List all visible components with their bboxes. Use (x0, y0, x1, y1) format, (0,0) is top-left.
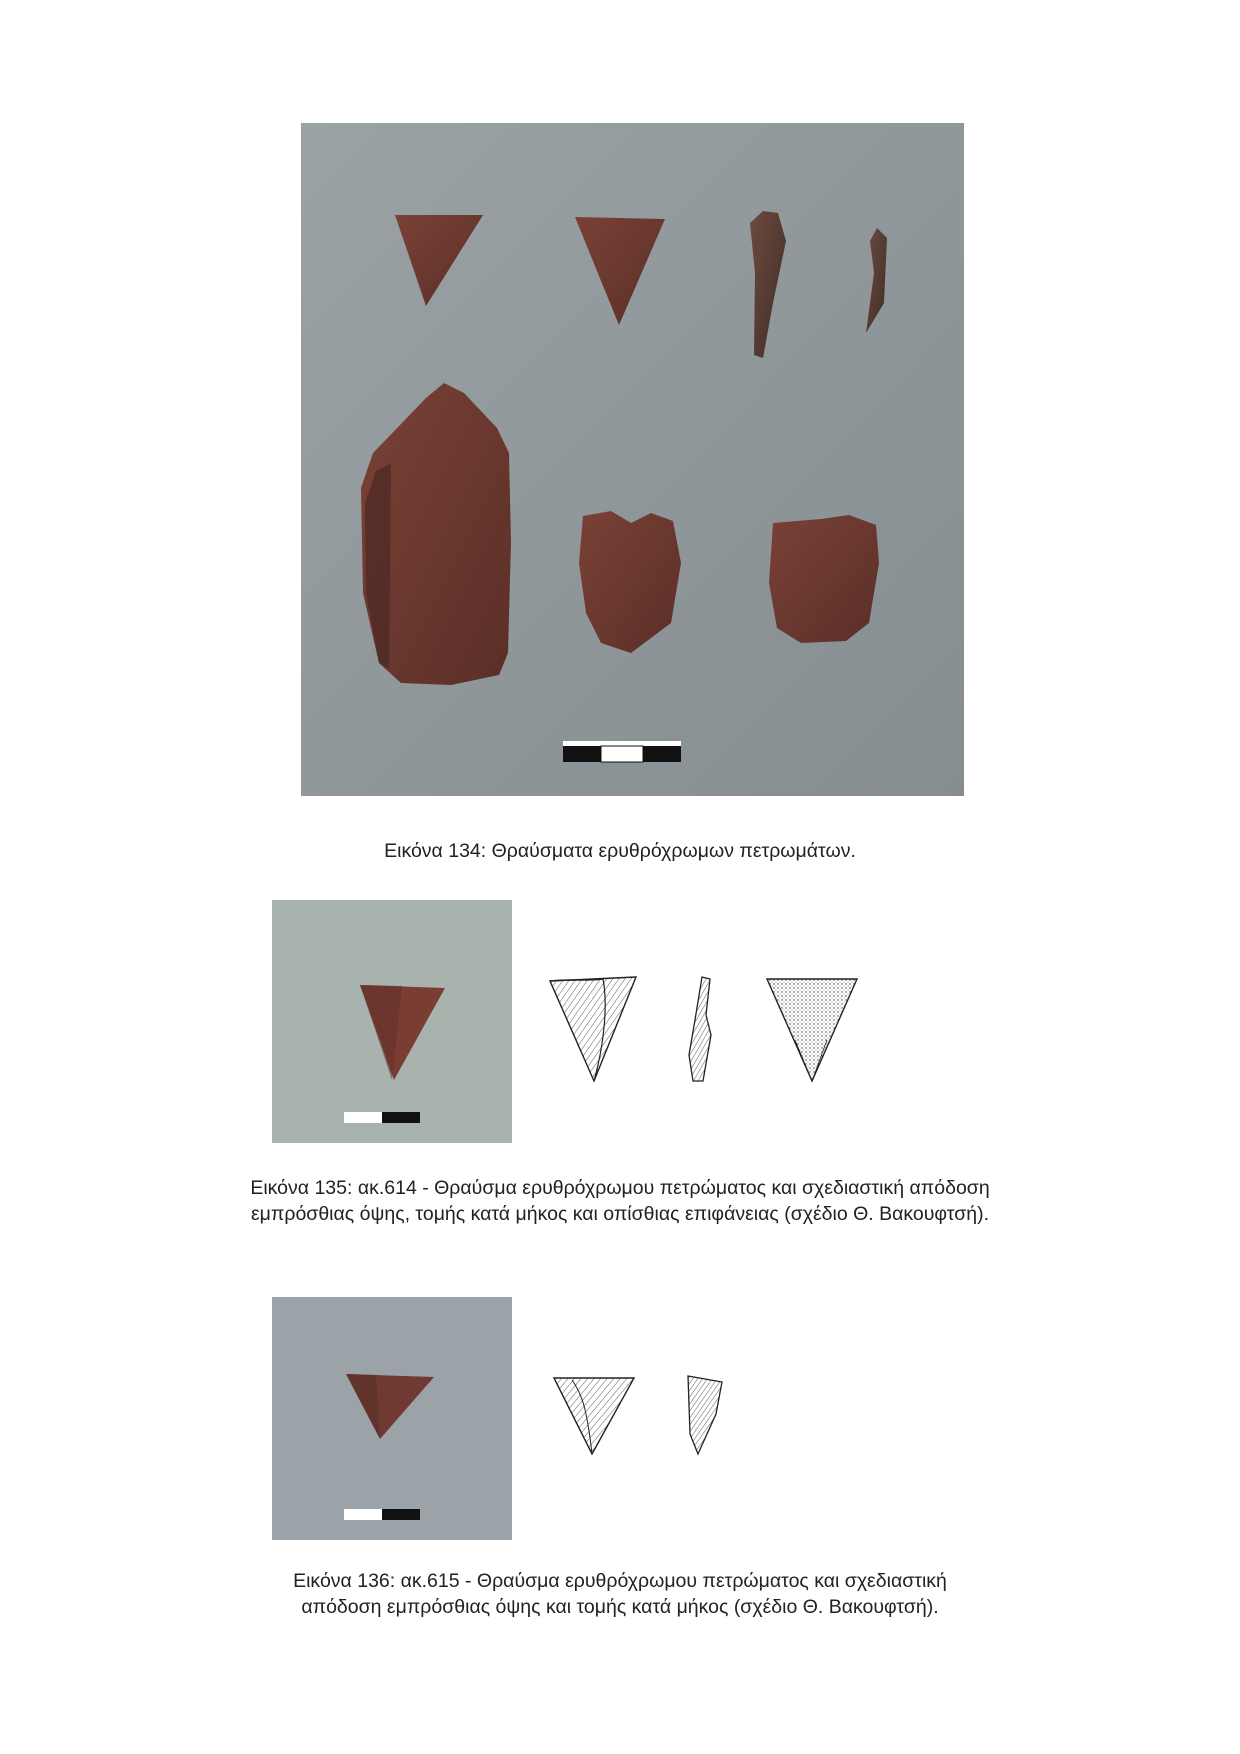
drawing-front-view (552, 1374, 637, 1456)
figure-135-caption-line2: εμπρόσθιας όψης, τομής κατά μήκος και οπίσθιας επιφάνειας (σχέδιο Θ. Βακουφτσή). (250, 1203, 990, 1225)
figure-135-caption-line1: Εικόνα 135: ακ.614 - Θραύσμα ερυθρόχρωμου πετρώματος και σχεδιαστική απόδοση (250, 1177, 990, 1199)
scale-bar (344, 1509, 420, 1520)
drawing-longitudinal-section (685, 975, 715, 1083)
figure-135-photo (272, 900, 512, 1143)
figure-136-caption-line2: απόδοση εμπρόσθιας όψης και τομής κατά μήκος (σχέδιο Θ. Βακουφτσή). (301, 1596, 939, 1618)
drawing-longitudinal-section (686, 1374, 728, 1456)
scale-bar (344, 1112, 420, 1123)
figure-136-photo (272, 1297, 512, 1540)
drawing-front-view (548, 975, 643, 1085)
figure-134-caption: Εικόνα 134: Θραύσματα ερυθρόχρωμων πετρωμάτων. (384, 840, 856, 862)
scale-bar (563, 741, 681, 762)
drawing-back-surface (765, 975, 860, 1085)
figure-136-artifact (272, 1297, 512, 1540)
figure-135-artifact (272, 900, 512, 1143)
figure-136-caption-line1: Εικόνα 136: ακ.615 - Θραύσμα ερυθρόχρωμου πετρώματος και σχεδιαστική (293, 1570, 947, 1592)
stone-block-fragment (769, 515, 879, 643)
figure-134-photo (301, 123, 964, 796)
figure-134-artifacts (301, 123, 964, 796)
